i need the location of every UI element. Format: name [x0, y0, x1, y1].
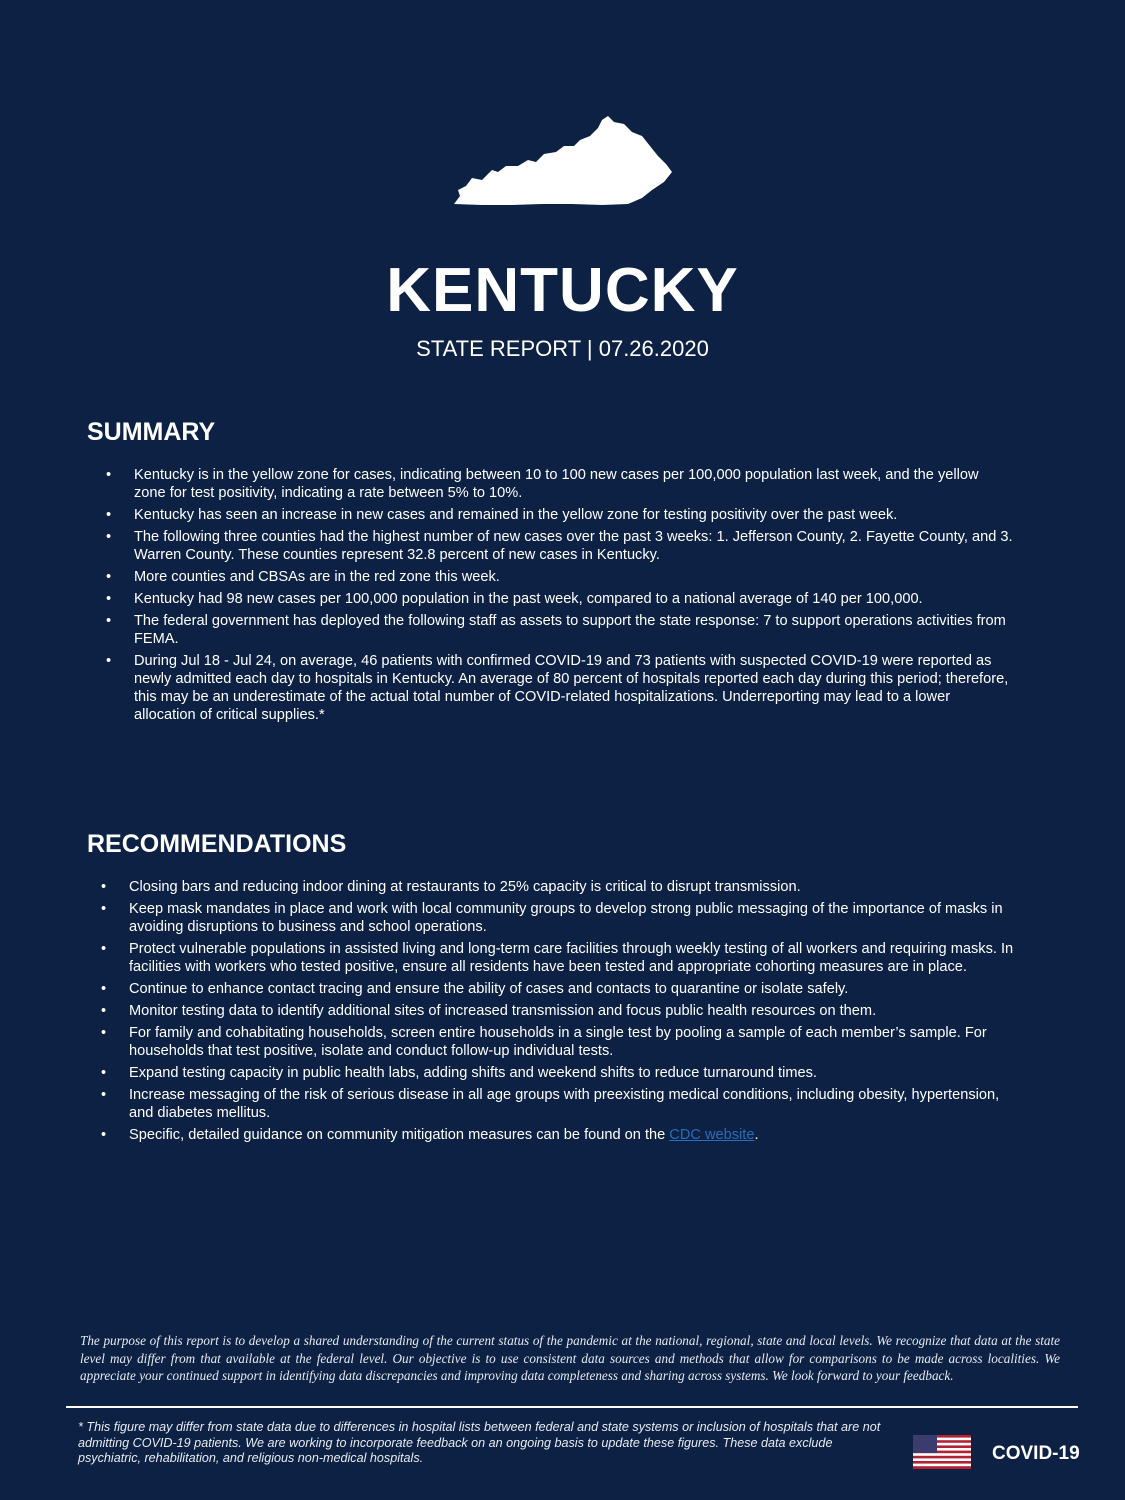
summary-item: • The federal government has deployed the following staff as assets to support the state response: 7 to support operations activities from FEMA. [134, 612, 1014, 648]
summary-item: • Kentucky has seen an increase in new cases and remained in the yellow zone for testing positivity over the past week. [134, 506, 1014, 524]
summary-list [134, 466, 1014, 728]
report-disclaimer: The purpose of this report is to develop a shared understanding of the current status of the pandemic at the national, regional, state and local levels. We recognize that data at the state level may differ from that available at the federal level. Our objective is to use consistent data sources and methods that allow for comparisons to be made across localities. We appreciate your continued support in identifying data discrepancies and improving data completeness and sharing across systems. We look forward to your feedback. [80, 1333, 1060, 1383]
recommendation-item-cdc [129, 1126, 1019, 1144]
recommendations-heading: RECOMMENDATIONS [87, 830, 347, 858]
us-flag-icon [913, 1435, 971, 1469]
summary-item: • Kentucky is in the yellow zone for cases, indicating between 10 to 100 new cases per 100,000 population last week, and the yellow zone for test positivity, indicating a rate between 5% to 10%. [134, 466, 1014, 502]
kentucky-state-icon [452, 112, 674, 208]
recommendation-item: • For family and cohabitating households, screen entire households in a single test by pooling a sample of each member’s sample. For households that test positive, isolate and conduct follow-up individual tests. [129, 1024, 1019, 1060]
summary-heading: SUMMARY [87, 418, 216, 446]
report-date-subtitle: STATE REPORT | 07.26.2020 [416, 336, 709, 361]
summary-item: • During Jul 18 - Jul 24, on average, 46 patients with confirmed COVID-19 and 73 patients with suspected COVID-19 were reported as newly admitted each day to hospitals in Kentucky. An average of 80 percent of hospitals reported each day during this period; therefore, this may be an underestimate of the actual total number of COVID-related hospitalizations. Underreporting may lead to a lower allocation of critical supplies.* [134, 652, 1014, 724]
summary-item: • Kentucky had 98 new cases per 100,000 population in the past week, compared to a national average of 140 per 100,000. [134, 590, 1014, 608]
recommendations-list [129, 878, 1019, 1148]
hospital-footnote: * This figure may differ from state data due to differences in hospital lists between federal and state systems or inclusion of hospitals that are not admitting COVID-19 patients. We are working to incorporate feedback on an ongoing basis to update these figures. These data exclude psychiatric, rehabilitation, and religious non-medical hospitals. [78, 1420, 881, 1465]
cdc-website-link[interactable]: CDC website [669, 1127, 755, 1143]
recommendation-item: • Keep mask mandates in place and work with local community groups to develop strong public messaging of the importance of masks in avoiding disruptions to business and school operations. [129, 900, 1019, 936]
cdc-guidance-period: . [754, 1127, 759, 1143]
recommendation-item: • Closing bars and reducing indoor dining at restaurants to 25% capacity is critical to disrupt transmission. [129, 878, 1019, 896]
page-title: KENTUCKY [386, 256, 739, 325]
summary-item: • The following three counties had the highest number of new cases over the past 3 weeks: 1. Jefferson County, 2. Fayette County, and 3. Warren County. These counties represent 32.8 percent of new cases in Kentucky. [134, 528, 1014, 564]
cdc-guidance-text: Specific, detailed guidance on community mitigation measures can be found on the [129, 1127, 670, 1143]
recommendation-item: • Continue to enhance contact tracing and ensure the ability of cases and contacts to quarantine or isolate safely. [129, 980, 1019, 998]
recommendation-item: • Expand testing capacity in public health labs, adding shifts and weekend shifts to reduce turnaround times. [129, 1064, 1019, 1082]
recommendation-item: • Increase messaging of the risk of serious disease in all age groups with preexisting medical conditions, including obesity, hypertension, and diabetes mellitus. [129, 1086, 1019, 1122]
covid-19-label: COVID-19 [992, 1443, 1080, 1464]
footer-divider [66, 1406, 1078, 1408]
recommendation-item: • Monitor testing data to identify additional sites of increased transmission and focus public health resources on them. [129, 1002, 1019, 1020]
recommendation-item: • Protect vulnerable populations in assisted living and long-term care facilities through weekly testing of all workers and requiring masks. In facilities with workers who tested positive, ensure all residents have been tested and appropriate cohorting measures are in place. [129, 940, 1019, 976]
summary-item: • More counties and CBSAs are in the red zone this week. [134, 568, 1014, 586]
